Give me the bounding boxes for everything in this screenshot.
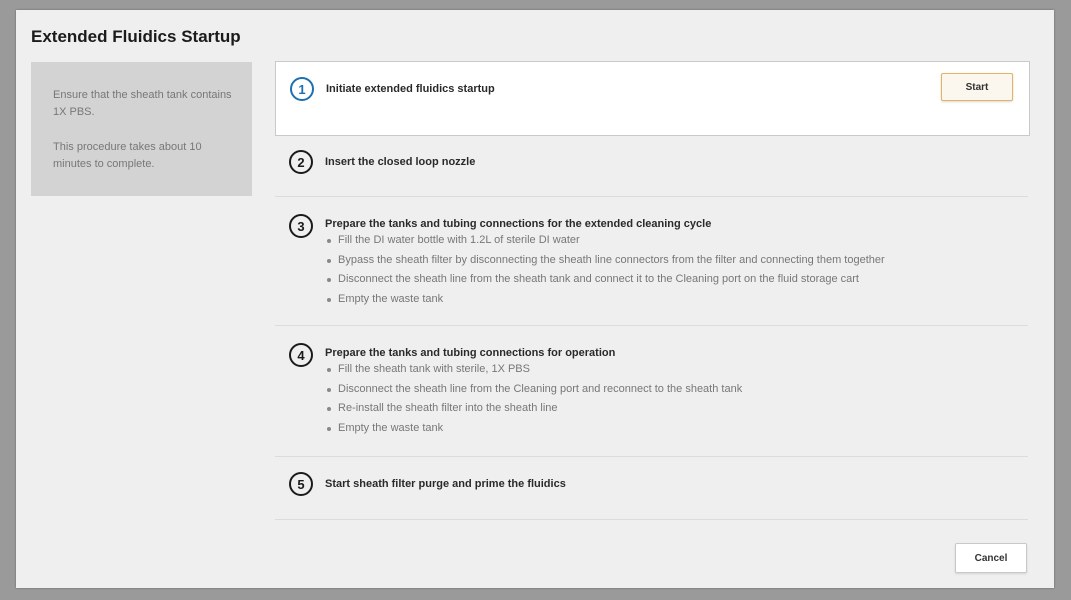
step-5 bbox=[275, 457, 1028, 520]
dialog-title: Extended Fluidics Startup bbox=[31, 27, 241, 46]
step-4 bbox=[275, 326, 1028, 457]
step-title: Prepare the tanks and tubing connections for the extended cleaning cycle bbox=[325, 218, 712, 230]
step-number-badge: 5 bbox=[289, 472, 313, 496]
list-item: Bypass the sheath filter by disconnecting the sheath line connectors from the filter and connecting them together bbox=[325, 251, 885, 271]
step-instructions-list bbox=[325, 231, 885, 309]
cancel-button[interactable]: Cancel bbox=[955, 543, 1027, 573]
info-duration-text: This procedure takes about 10 minutes to complete. bbox=[53, 141, 202, 170]
step-title: Initiate extended fluidics startup bbox=[326, 83, 495, 95]
list-item: Empty the waste tank bbox=[325, 419, 742, 439]
step-number-badge: 2 bbox=[289, 150, 313, 174]
step-number-badge: 3 bbox=[289, 214, 313, 238]
list-item: Empty the waste tank bbox=[325, 290, 885, 310]
list-item: Disconnect the sheath line from the sheath tank and connect it to the Cleaning port on the fluid storage cart bbox=[325, 270, 885, 290]
step-1 bbox=[275, 61, 1030, 136]
step-number-badge: 1 bbox=[290, 77, 314, 101]
extended-fluidics-startup-dialog bbox=[16, 10, 1054, 588]
step-2 bbox=[275, 136, 1028, 197]
info-panel bbox=[31, 62, 252, 196]
step-title: Start sheath filter purge and prime the fluidics bbox=[325, 478, 566, 490]
step-instructions-list bbox=[325, 360, 742, 438]
step-number-badge: 4 bbox=[289, 343, 313, 367]
list-item: Re-install the sheath filter into the sheath line bbox=[325, 399, 742, 419]
start-button[interactable]: Start bbox=[941, 73, 1013, 101]
step-3 bbox=[275, 197, 1028, 326]
list-item: Fill the sheath tank with sterile, 1X PBS bbox=[325, 360, 742, 380]
step-title: Insert the closed loop nozzle bbox=[325, 156, 476, 168]
step-title: Prepare the tanks and tubing connections for operation bbox=[325, 347, 616, 359]
list-item: Fill the DI water bottle with 1.2L of sterile DI water bbox=[325, 231, 885, 251]
list-item: Disconnect the sheath line from the Cleaning port and reconnect to the sheath tank bbox=[325, 380, 742, 400]
info-sheath-tank-text: Ensure that the sheath tank contains 1X PBS. bbox=[53, 89, 232, 118]
